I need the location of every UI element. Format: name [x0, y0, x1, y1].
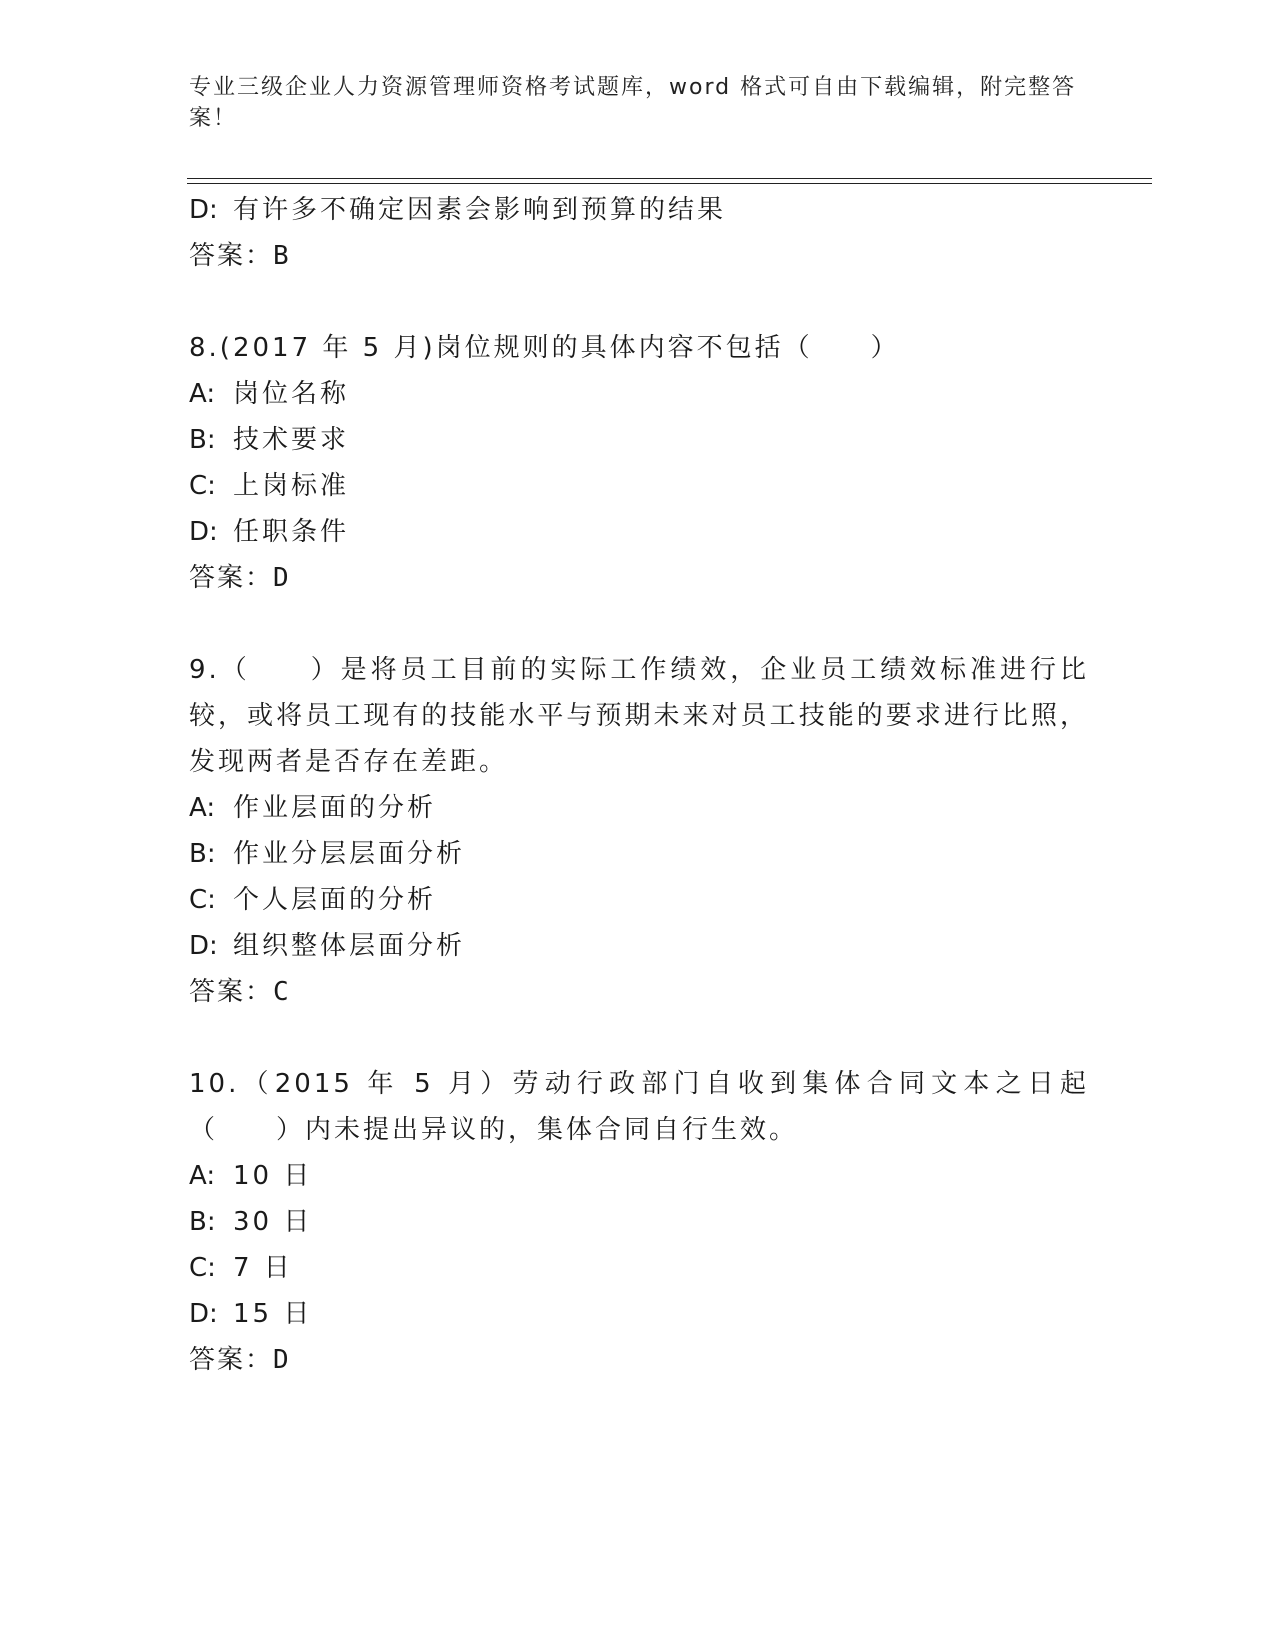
option-text: 15 日: [233, 1299, 313, 1329]
option-text: 作业分层层面分析: [233, 839, 466, 869]
option-item: [189, 371, 1089, 417]
option-text: 个人层面的分析: [233, 885, 437, 915]
page-header: 专业三级企业人力资源管理师资格考试题库，word 格式可自由下载编辑，附完整答案！: [189, 75, 1077, 131]
option-item: [189, 923, 1089, 969]
answer-value: C: [273, 977, 289, 1007]
header-divider-bottom: [187, 183, 1152, 184]
question-stem: 10.（2015 年 5 月）劳动行政部门自收到集体合同文本之日起（ ）内未提出异议的，集体合同自行生效。: [189, 1069, 1089, 1145]
answer-label: 答案：: [189, 241, 274, 271]
option-item: [189, 831, 1089, 877]
question-stem: 9.（ ）是将员工目前的实际工作绩效，企业员工绩效标准进行比较，或将员工现有的技能水平与预期未来对员工技能的要求进行比照，发现两者是否存在差距。: [189, 655, 1089, 777]
option-text: 技术要求: [233, 425, 350, 455]
option-letter: B:: [189, 1207, 216, 1237]
option-item: [189, 417, 1089, 463]
answer-label: 答案：: [189, 1345, 274, 1375]
option-text: 作业层面的分析: [233, 793, 437, 823]
answer-label: 答案：: [189, 977, 274, 1007]
option-item: [189, 187, 1089, 233]
option-letter: D:: [189, 931, 218, 961]
option-text: 组织整体层面分析: [233, 931, 466, 961]
option-letter: A:: [189, 793, 216, 823]
option-letter: B:: [189, 425, 216, 455]
option-letter: C:: [189, 1253, 216, 1283]
spacer: [189, 279, 1089, 325]
option-text: 任职条件: [233, 517, 350, 547]
answer-line: [189, 555, 1089, 601]
spacer: [189, 1015, 1089, 1061]
answer-line: [189, 233, 1089, 279]
question-stem: 8.(2017 年 5 月)岗位规则的具体内容不包括（ ）: [189, 333, 900, 363]
header-divider-top: [187, 178, 1152, 179]
question-content: [189, 187, 1089, 1383]
answer-label: 答案：: [189, 563, 274, 593]
option-item: [189, 1199, 1089, 1245]
spacer: [189, 601, 1089, 647]
answer-value: D: [273, 563, 289, 593]
option-letter: C:: [189, 885, 216, 915]
option-letter: D:: [189, 1299, 218, 1329]
option-item: [189, 1153, 1089, 1199]
option-letter: A:: [189, 1161, 216, 1191]
option-item: [189, 877, 1089, 923]
option-text: 10 日: [233, 1161, 313, 1191]
answer-value: B: [273, 241, 289, 271]
answer-line: [189, 969, 1089, 1015]
option-letter: A:: [189, 379, 216, 409]
option-letter: B:: [189, 839, 216, 869]
option-text: 岗位名称: [233, 379, 350, 409]
option-item: [189, 1291, 1089, 1337]
option-item: [189, 509, 1089, 555]
option-item: [189, 1245, 1089, 1291]
option-text: 7 日: [233, 1253, 293, 1283]
answer-line: [189, 1337, 1089, 1383]
option-text: 上岗标准: [233, 471, 350, 501]
option-item: [189, 785, 1089, 831]
option-letter: C:: [189, 471, 216, 501]
option-text: 有许多不确定因素会影响到预算的结果: [233, 195, 727, 225]
option-text: 30 日: [233, 1207, 313, 1237]
option-letter: D:: [189, 195, 218, 225]
option-item: [189, 463, 1089, 509]
option-letter: D:: [189, 517, 218, 547]
answer-value: D: [273, 1345, 289, 1375]
